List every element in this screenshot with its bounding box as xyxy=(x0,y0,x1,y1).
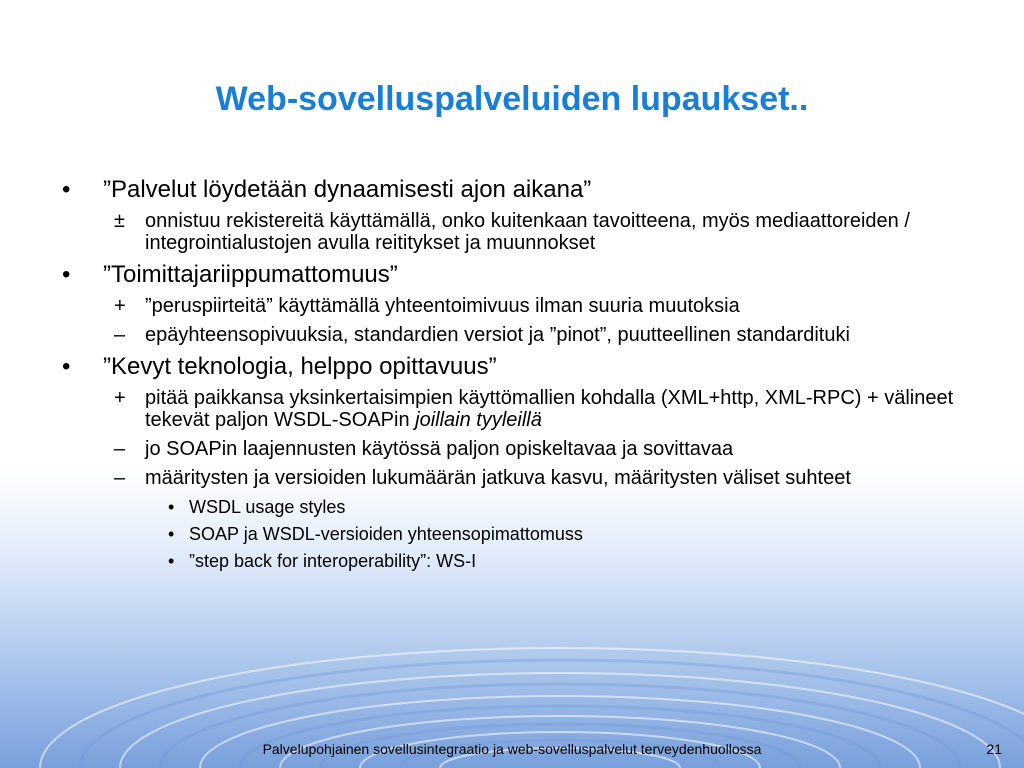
sub-sub-bullet-item xyxy=(60,523,990,545)
bullet-marker: – xyxy=(114,438,126,460)
bullet-text: ”Palvelut löydetään dynaamisesti ajon aikana” xyxy=(103,176,592,203)
bullet-text: ”peruspiirteitä” käyttämällä yhteentoimivuus ilman suuria muutoksia xyxy=(145,295,740,317)
sub-bullet-item xyxy=(60,438,990,460)
bullet-text: ”Toimittajariippumattomuus” xyxy=(103,261,398,288)
bullet-italic-text: joillain tyyleillä xyxy=(415,409,542,431)
bullet-text: ”step back for interoperability”: WS-I xyxy=(189,551,477,571)
bullet-text: ”Kevyt teknologia, helppo opittavuus” xyxy=(103,353,497,380)
page-number: 21 xyxy=(986,741,1002,757)
bullet-text: SOAP ja WSDL-versioiden yhteensopimattomuss xyxy=(189,524,583,544)
sub-bullet-item xyxy=(60,324,990,346)
bullet-marker: • xyxy=(168,524,175,544)
bullet-text: pitää paikkansa yksinkertaisimpien käyttömallien kohdalla (XML+http, XML-RPC) + välineet tekevät paljon WSDL-SOAPin xyxy=(145,387,954,431)
sub-bullet-item xyxy=(60,387,990,431)
bullet-marker: ± xyxy=(114,210,125,232)
sub-bullet-item xyxy=(60,467,990,489)
bullet-text: epäyhteensopivuuksia, standardien versiot ja ”pinot”, puutteellinen standardituki xyxy=(145,324,850,346)
bullet-text: määritysten ja versioiden lukumäärän jatkuva kasvu, määritysten väliset suhteet xyxy=(145,467,851,489)
bullet-marker: – xyxy=(114,467,126,489)
slide-content xyxy=(60,176,990,577)
sub-sub-bullet-item xyxy=(60,496,990,518)
bullet-marker: • xyxy=(62,261,71,288)
bullet-marker: + xyxy=(114,295,126,317)
slide-title: Web-sovelluspalveluiden lupaukset.. xyxy=(215,80,809,118)
bullet-text: onnistuu rekistereitä käyttämällä, onko kuitenkaan tavoitteena, myös mediaattoreiden / integrointialustojen avulla reititykset ja muunnokset xyxy=(145,210,910,254)
slide-footer: Palvelupohjainen sovellusintegraatio ja web-sovelluspalvelut terveydenhuollossa xyxy=(262,741,762,757)
bullet-item xyxy=(60,261,990,289)
sub-bullet-item xyxy=(60,210,990,254)
bullet-item xyxy=(60,176,990,204)
bullet-text: WSDL usage styles xyxy=(189,497,346,517)
bullet-marker: • xyxy=(62,176,71,203)
bullet-marker: • xyxy=(62,353,71,380)
bullet-marker: • xyxy=(168,551,175,571)
sub-sub-bullet-item xyxy=(60,550,990,572)
sub-bullet-item xyxy=(60,295,990,317)
bullet-marker: • xyxy=(168,497,175,517)
bullet-text: jo SOAPin laajennusten käytössä paljon opiskeltavaa ja sovittavaa xyxy=(145,438,734,460)
bullet-marker: + xyxy=(114,387,126,409)
bullet-marker: – xyxy=(114,324,126,346)
bullet-item xyxy=(60,353,990,381)
